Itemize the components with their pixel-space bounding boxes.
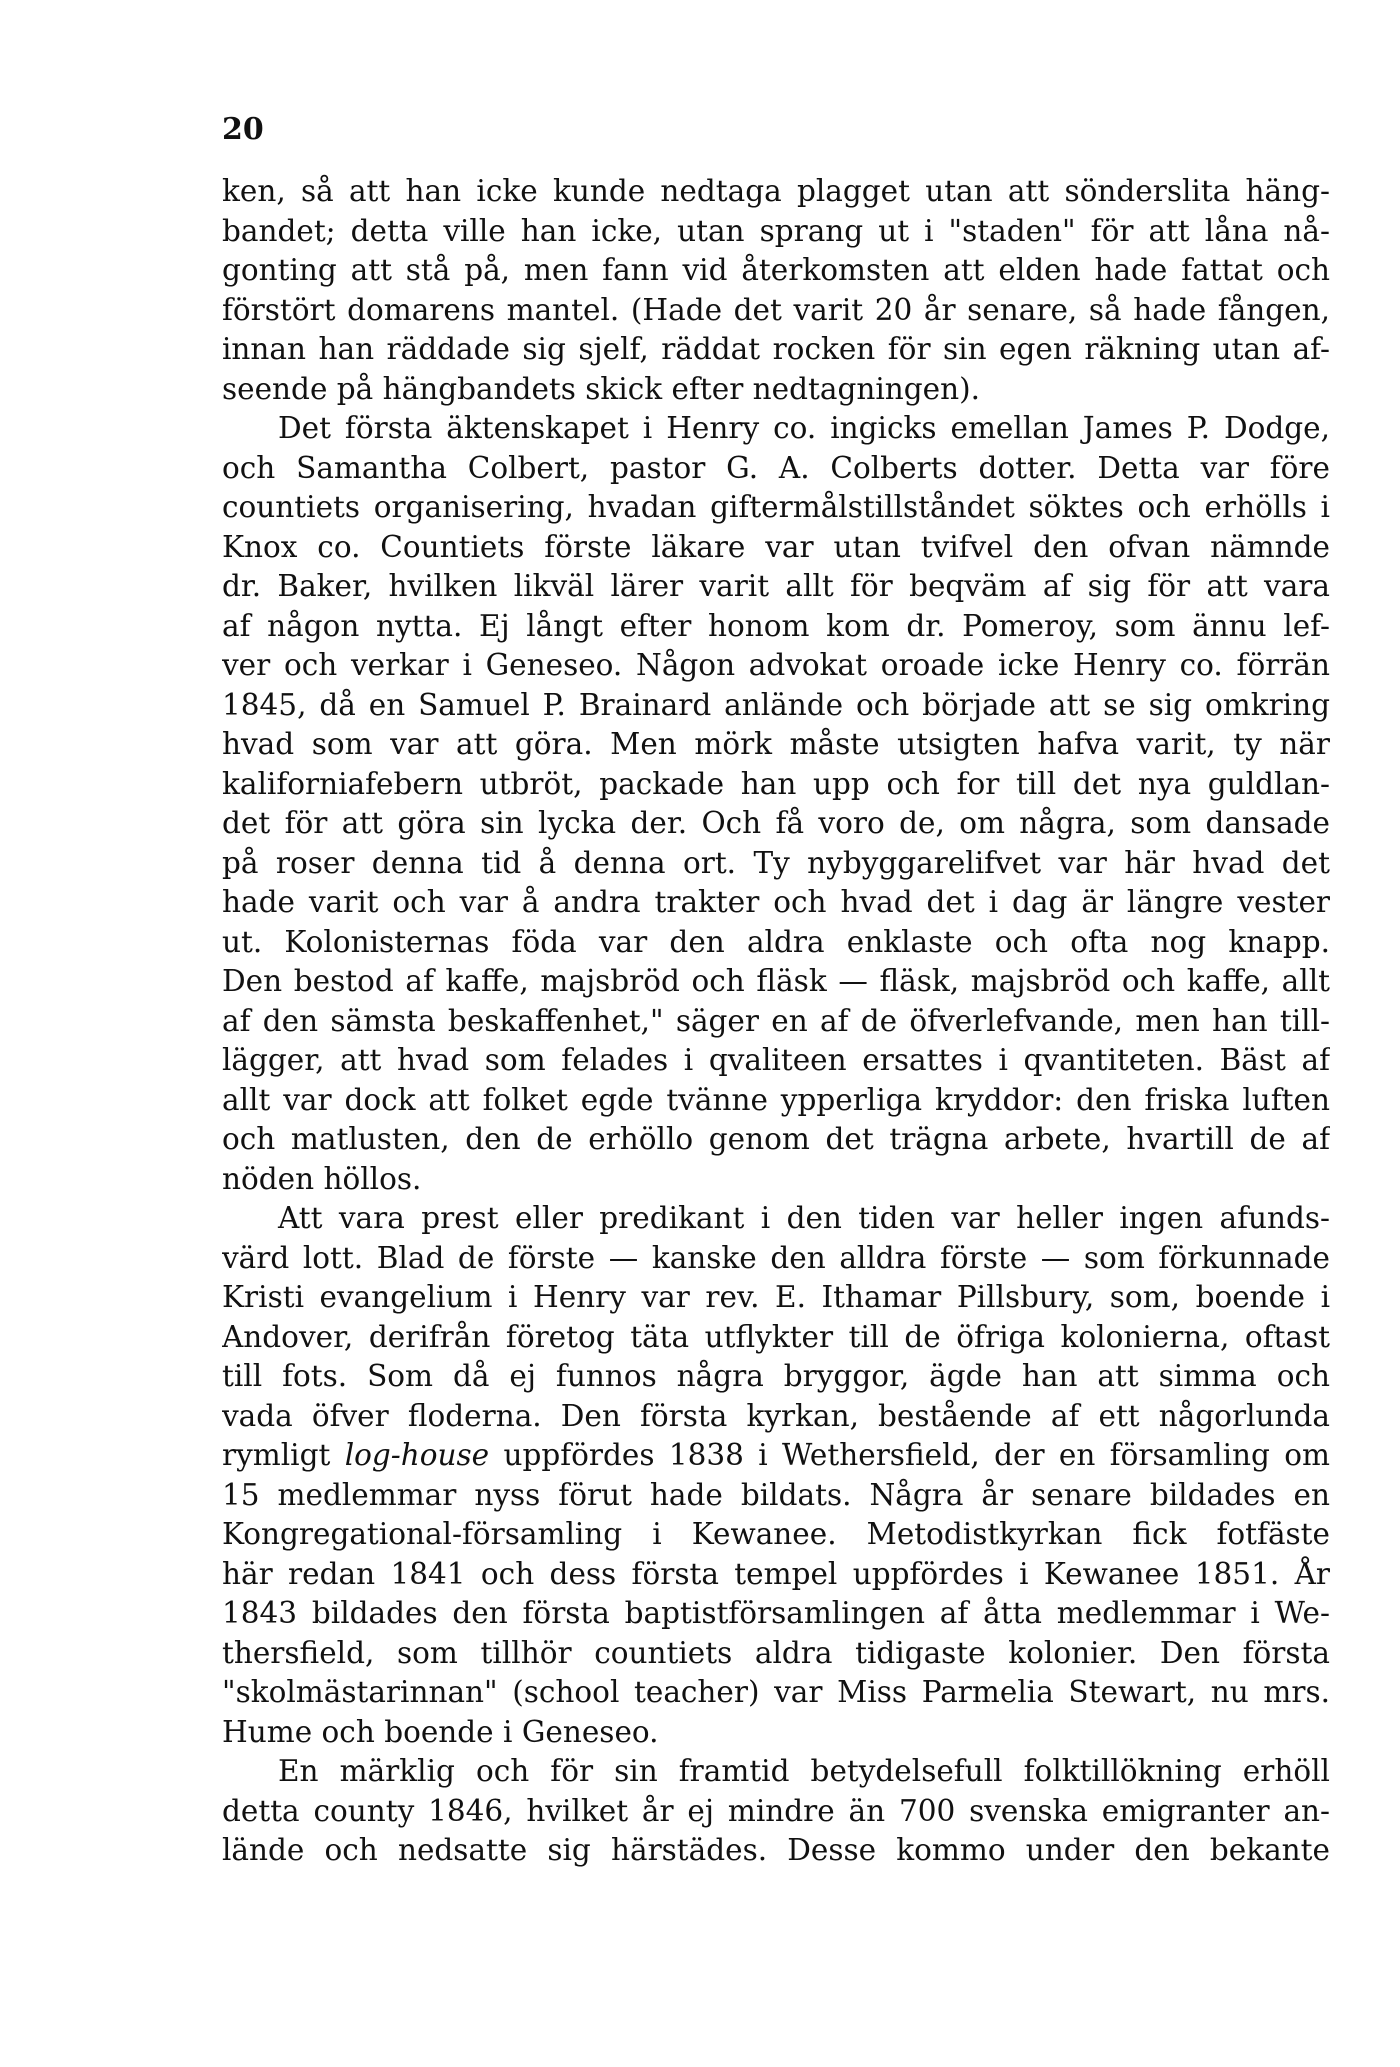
text-line: detta county 1846, hvilket år ej mindre än 700 svenska emigranter an- <box>222 1793 1330 1828</box>
text-line: på roser denna tid å denna ort. Ty nybyggarelifvet var här hvad det <box>222 845 1330 880</box>
text-line: seende på hängbandets skick efter nedtagningen). <box>222 371 980 406</box>
text-line: Det första äktenskapet i Henry co. ingicks emellan James P. Dodge, <box>278 411 1330 445</box>
paragraph <box>222 172 1330 409</box>
text-line: hade varit och var å andra trakter och hvad det i dag är längre vester <box>222 885 1330 919</box>
text-line: Andover, derifrån företog täta utflykter till de öfriga kolonierna, oftast <box>222 1319 1330 1354</box>
text-line: Kristi evangelium i Henry var rev. E. Ithamar Pillsbury, som, boende i <box>222 1280 1330 1314</box>
page-number: 20 <box>222 112 264 147</box>
text-line: dr. Baker, hvilken likväl lärer varit allt för beqväm af sig för att vara <box>222 569 1330 603</box>
text-line: 1845, då en Samuel P. Brainard anlände och började att se sig omkring <box>222 687 1330 722</box>
text-line: 1843 bildades den första baptistförsamlingen af åtta medlemmar i We- <box>222 1596 1330 1630</box>
text-line: förstört domarens mantel. (Hade det varit 20 år senare, så hade fången, <box>222 292 1330 327</box>
text-line: af någon nytta. Ej långt efter honom kom dr. Pomeroy, som ännu lef- <box>222 608 1330 643</box>
paragraph <box>222 1752 1330 1871</box>
text-line: thersfield, som tillhör countiets aldra tidigaste kolonier. Den första <box>222 1635 1330 1670</box>
text-line: countiets organisering, hvadan giftermålstillståndet söktes och erhölls i <box>222 490 1330 524</box>
text-line: Att vara prest eller predikant i den tiden var heller ingen afunds- <box>278 1201 1330 1235</box>
text-line: "skolmästarinnan" (school teacher) var Miss Parmelia Stewart, nu mrs. <box>222 1675 1330 1709</box>
text-line: ut. Kolonisternas föda var den aldra enklaste och ofta nog knapp. <box>222 924 1330 959</box>
text-line: och matlusten, den de erhöllo genom det trägna arbete, hvartill de af <box>222 1122 1330 1156</box>
text-line: innan han räddade sig sjelf, räddat rocken för sin egen räkning utan af- <box>222 332 1330 366</box>
text-line: af den sämsta beskaffenhet," säger en af de öfverlefvande, men han till- <box>222 1003 1330 1038</box>
text-line: det för att göra sin lycka der. Och få voro de, om några, som dansade <box>222 806 1330 840</box>
text-line: rymligt log-house uppfördes 1838 i Wethersfield, der en församling om <box>222 1438 1330 1472</box>
text-line: ver och verkar i Geneseo. Någon advokat oroade icke Henry co. förrän <box>222 648 1330 682</box>
text-line: hvad som var att göra. Men mörk måste utsigten hafva varit, ty när <box>222 727 1330 761</box>
text-line: kaliforniafebern utbröt, packade han upp och for till det nya guldlan- <box>222 766 1330 801</box>
text-line: allt var dock att folket egde tvänne ypperliga kryddor: den friska luften <box>222 1082 1330 1117</box>
text-line: Knox co. Countiets förste läkare var utan tvifvel den ofvan nämnde <box>222 529 1330 564</box>
text-line: Kongregational-församling i Kewanee. Metodistkyrkan fick fotfäste <box>222 1517 1330 1551</box>
text-line: ken, så att han icke kunde nedtaga plagget utan att sönderslita häng- <box>222 174 1330 208</box>
text-line: nöden höllos. <box>222 1161 422 1196</box>
text-line: här redan 1841 och dess första tempel uppfördes i Kewanee 1851. År <box>222 1556 1330 1591</box>
text-line: 15 medlemmar nyss förut hade bildats. Några år senare bildades en <box>222 1477 1330 1512</box>
text-line: Hume och boende i Geneseo. <box>222 1714 659 1749</box>
text-line: bandet; detta ville han icke, utan sprang ut i "staden" för att låna nå- <box>222 213 1330 248</box>
italic-term: log-house <box>344 1438 490 1472</box>
text-line: gonting att stå på, men fann vid återkomsten att elden hade fattat och <box>222 253 1330 287</box>
paragraph <box>222 409 1330 1199</box>
text-line: En märklig och för sin framtid betydelsefull folktillökning erhöll <box>278 1754 1330 1788</box>
paragraph <box>222 1199 1330 1752</box>
text-line: värd lott. Blad de förste — kanske den alldra förste — som förkunnade <box>222 1240 1330 1275</box>
text-line: Den bestod af kaffe, majsbröd och fläsk — fläsk, majsbröd och kaffe, allt <box>222 964 1330 998</box>
text-line: till fots. Som då ej funnos några bryggor, ägde han att simma och <box>222 1359 1330 1393</box>
text-line: lände och nedsatte sig härstädes. Desse kommo under den bekante <box>222 1833 1330 1867</box>
text-line: och Samantha Colbert, pastor G. A. Colberts dotter. Detta var före <box>222 450 1330 485</box>
text-line: vada öfver floderna. Den första kyrkan, bestående af ett någorlunda <box>222 1398 1330 1433</box>
text-line: lägger, att hvad som felades i qvaliteen ersattes i qvantiteten. Bäst af <box>222 1043 1330 1077</box>
body-text <box>222 172 1330 1871</box>
